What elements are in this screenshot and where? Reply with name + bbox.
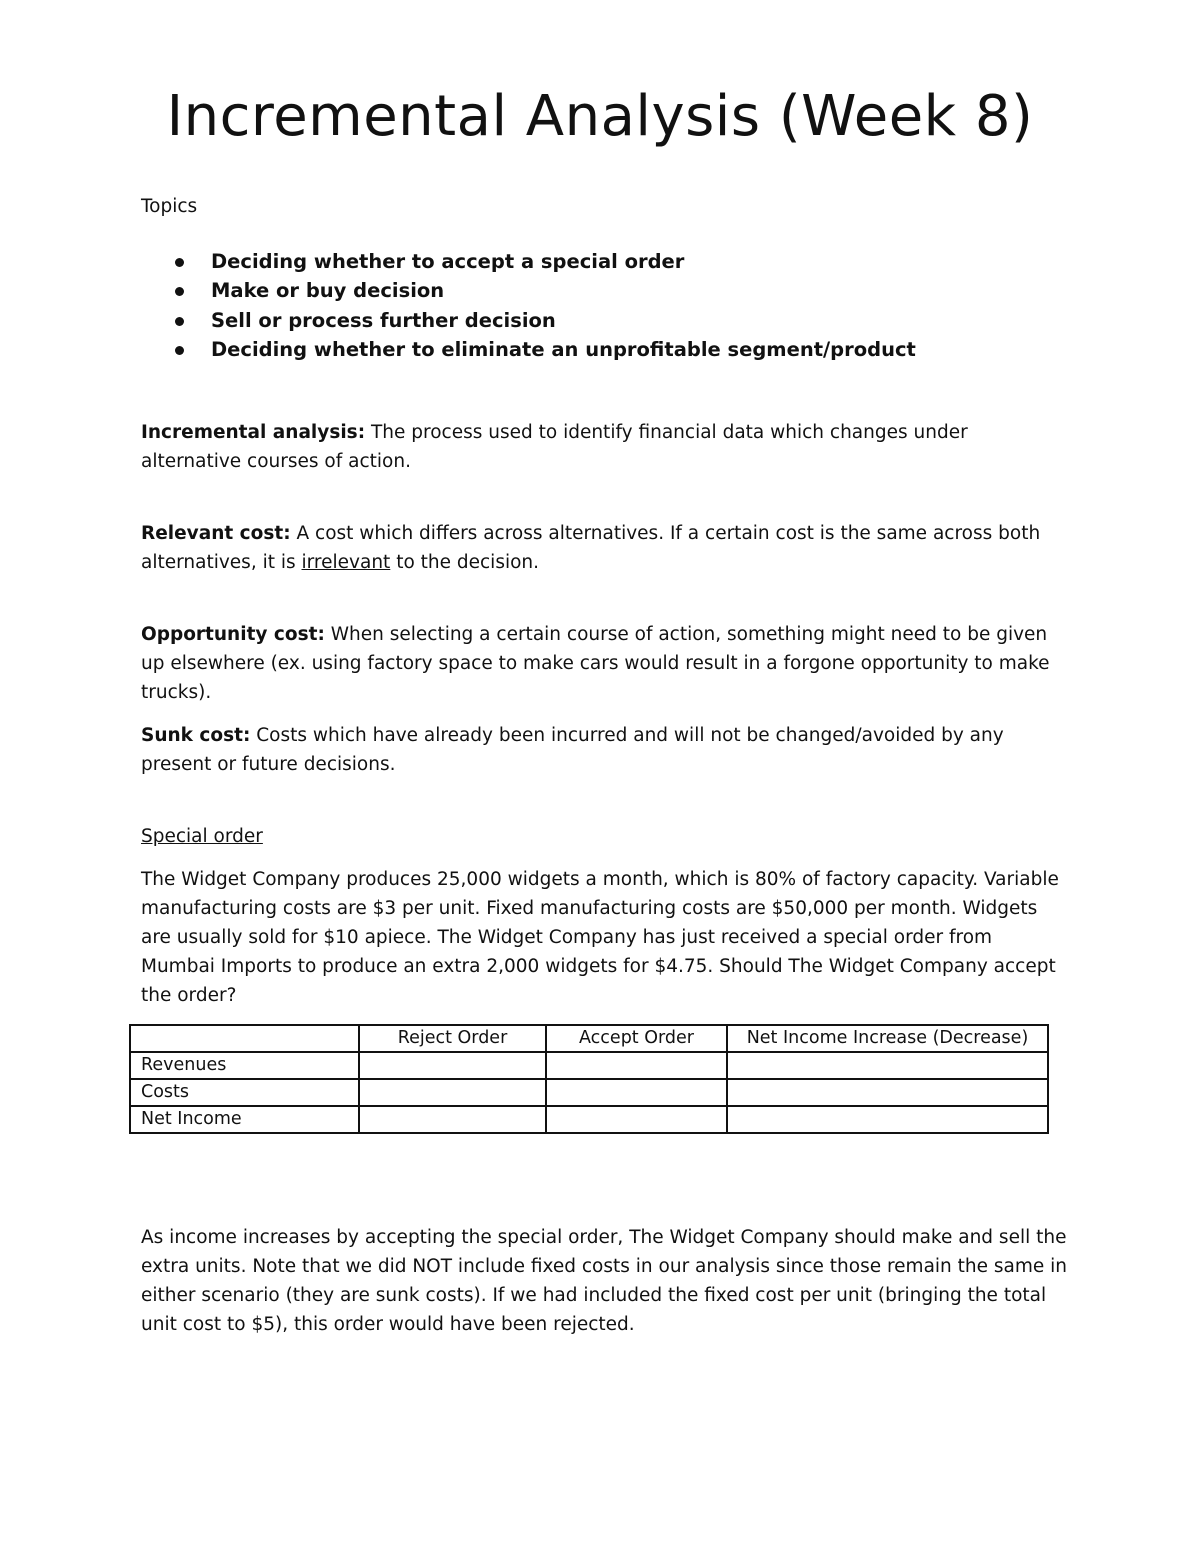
table-header-cell: Reject Order: [359, 1025, 546, 1052]
table-row: [130, 1079, 1048, 1106]
table-row: [130, 1052, 1048, 1079]
special-order-problem: The Widget Company produces 25,000 widgets a month, which is 80% of factory capacity. Variable manufacturing costs are $3 per unit. Fixed manufacturing costs are $50,000 per month. Widgets are usually sold for $10 apiece. The Widget Company has just received a special order from Mumbai Imports to produce an extra 2,000 widgets for $4.75. Should The Widget Company accept the order?: [141, 869, 1059, 1006]
topic-text: Deciding whether to eliminate an unprofitable segment/product: [211, 337, 916, 361]
table-header-cell: Net Income Increase (Decrease): [727, 1025, 1048, 1052]
topic-list: [141, 247, 916, 364]
table-cell: [359, 1079, 546, 1106]
bullet-icon: [175, 317, 184, 326]
definition-term: Incremental analysis:: [141, 422, 366, 443]
topic-text: Make or buy decision: [211, 279, 445, 303]
definition-underlined-word: irrelevant: [301, 552, 391, 573]
bullet-icon: [175, 258, 184, 267]
definition-sunk-cost: [141, 721, 1066, 779]
definition-text: Costs which have already been incurred and will not be changed/avoided by any present or future decisions.: [141, 725, 1004, 775]
table-cell: [727, 1079, 1048, 1106]
list-item: [141, 276, 916, 305]
bullet-icon: [175, 287, 184, 296]
table-cell: [727, 1106, 1048, 1133]
definition-text: When selecting a certain course of action, something might need to be given up elsewhere (ex. using factory space to make cars would result in a forgone opportunity to make trucks).: [141, 624, 1050, 703]
topics-label: Topics: [141, 196, 198, 217]
page-title: Incremental Analysis (Week 8): [166, 84, 1034, 149]
table-row-label: Costs: [130, 1079, 359, 1106]
table-cell: [359, 1106, 546, 1133]
list-item: [141, 247, 916, 276]
definition-incremental-analysis: [141, 418, 1066, 476]
table-header-cell: [130, 1025, 359, 1052]
table-header-row: [130, 1025, 1048, 1052]
table-cell: [546, 1052, 727, 1079]
bullet-icon: [175, 346, 184, 355]
definition-term: Opportunity cost:: [141, 624, 325, 645]
definition-text: The process used to identify financial data which changes under alternative courses of action.: [141, 422, 968, 472]
table-row: [130, 1106, 1048, 1133]
definition-term: Relevant cost:: [141, 523, 291, 544]
special-order-conclusion: As income increases by accepting the special order, The Widget Company should make and sell the extra units. Note that we did NOT include fixed costs in our analysis since those remain the same in either scenario (they are sunk costs). If we had included the fixed cost per unit (bringing the total unit cost to $5), this order would have been rejected.: [141, 1227, 1068, 1335]
table-cell: [546, 1079, 727, 1106]
definition-term: Sunk cost:: [141, 725, 251, 746]
table-row-label: Net Income: [130, 1106, 359, 1133]
table-row-label: Revenues: [130, 1052, 359, 1079]
special-order-table: [129, 1024, 1049, 1134]
table-cell: [546, 1106, 727, 1133]
definition-text-end: to the decision.: [390, 552, 540, 573]
definition-text: A cost which differs across alternatives. If a certain cost is the same across both alternatives, it is: [141, 523, 1041, 573]
list-item: [141, 335, 916, 364]
topic-text: Deciding whether to accept a special order: [211, 250, 685, 273]
list-item: [141, 306, 916, 335]
definition-opportunity-cost: [141, 620, 1066, 707]
definition-relevant-cost: [141, 519, 1066, 577]
table-cell: [727, 1052, 1048, 1079]
special-order-heading: Special order: [141, 826, 263, 847]
topic-text: Sell or process further decision: [211, 308, 556, 332]
table-header-cell: Accept Order: [546, 1025, 727, 1052]
table-cell: [359, 1052, 546, 1079]
